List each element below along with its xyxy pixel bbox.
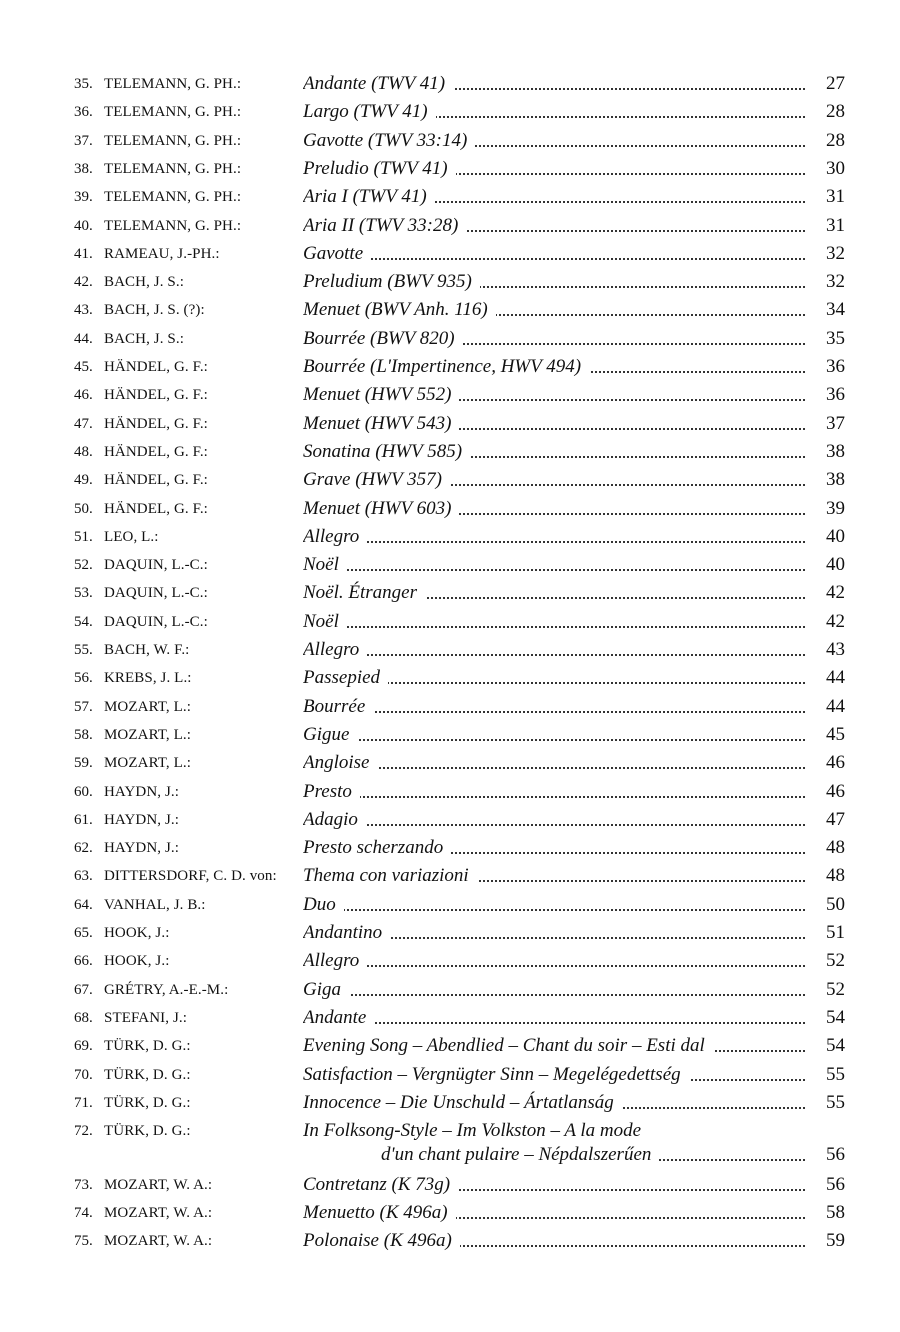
entry-title: Noël. Étranger (303, 579, 425, 607)
entry-title-area (303, 778, 805, 806)
entry-title-area (303, 608, 805, 636)
entry-number: 62. (74, 840, 93, 857)
entry-title-area (303, 240, 805, 268)
toc-entry[interactable] (0, 212, 900, 240)
toc-entry[interactable] (0, 466, 900, 494)
entry-page-number: 28 (826, 129, 845, 151)
entry-composer: DAQUIN, L.-C.: (104, 585, 208, 602)
entry-number: 65. (74, 925, 93, 941)
entry-page-number: 31 (826, 214, 845, 236)
entry-page-number: 36 (826, 384, 845, 406)
entry-page-number: 46 (826, 780, 845, 802)
entry-title-area (303, 947, 805, 975)
entry-title: Menuet (HWV 543) (303, 410, 459, 438)
entry-composer: RAMEAU, J.-PH.: (104, 245, 220, 262)
entry-page-number: 55 (826, 1091, 845, 1113)
entry-composer: TÜRK, D. G.: (104, 1094, 191, 1111)
entry-page-number: 30 (826, 157, 845, 179)
entry-title-area (303, 183, 805, 211)
entry-title-area (303, 381, 805, 409)
entry-title: Aria I (TWV 41) (303, 183, 435, 211)
entry-title: Angloise (303, 749, 378, 777)
entry-page-number: 46 (826, 752, 845, 774)
entry-page-number: 37 (826, 412, 845, 434)
entry-page-number: 34 (826, 299, 845, 321)
entry-page-number: 43 (826, 639, 845, 660)
toc-entry[interactable] (0, 664, 900, 692)
toc-entry[interactable] (0, 127, 900, 155)
entry-composer: HÄNDEL, G. F.: (104, 415, 208, 432)
toc-entry[interactable] (0, 579, 900, 607)
entry-number: 64. (74, 896, 93, 913)
entry-page-number: 40 (826, 525, 845, 547)
toc-entry[interactable] (0, 70, 900, 98)
entry-title-area (303, 1171, 805, 1199)
entry-title: Gavotte (TWV 33:14) (303, 127, 475, 155)
entry-number: 41. (74, 245, 93, 262)
entry-title: Noël (303, 551, 347, 579)
entry-composer: MOZART, L.: (104, 755, 191, 772)
entry-composer: TELEMANN, G. PH.: (104, 104, 242, 121)
toc-entry[interactable] (0, 268, 900, 296)
entry-page-number: 50 (826, 893, 845, 915)
dot-leader (303, 739, 805, 741)
entry-composer: TELEMANN, G. PH.: (104, 132, 242, 149)
toc-entry[interactable] (0, 1117, 900, 1173)
entry-composer: MOZART, W. A.: (104, 1176, 213, 1193)
entry-title: Grave (HWV 357) (303, 466, 450, 494)
entry-composer: KREBS, J. L.: (104, 670, 192, 687)
entry-number: 36. (74, 104, 93, 121)
entry-title: Preludio (TWV 41) (303, 155, 456, 183)
entry-number: 67. (74, 981, 93, 998)
entry-title-area (303, 438, 805, 466)
entry-composer: HAYDN, J.: (104, 811, 180, 828)
toc-entry[interactable] (0, 636, 900, 664)
entry-composer: MOZART, W. A.: (104, 1205, 213, 1221)
entry-page-number: 32 (826, 242, 845, 264)
entry-title-area (303, 1227, 805, 1255)
entry-number: 52. (74, 557, 93, 574)
toc-entry[interactable] (0, 976, 900, 1004)
entry-title-area (303, 296, 805, 324)
entry-composer: LEO, L.: (104, 528, 159, 545)
entry-composer: TELEMANN, G. PH.: (104, 217, 242, 234)
entry-page-number: 48 (826, 865, 845, 887)
entry-page-number: 58 (826, 1202, 845, 1223)
entry-title: Bourrée (L'Impertinence, HWV 494) (303, 353, 589, 381)
entry-title: Presto (303, 778, 360, 806)
entry-title-area (303, 1199, 805, 1227)
entry-page-number: 38 (826, 440, 845, 462)
entry-number: 51. (74, 528, 93, 545)
entry-number: 73. (74, 1176, 93, 1193)
entry-number: 46. (74, 387, 93, 404)
entry-number: 44. (74, 330, 93, 347)
dot-leader (303, 1022, 805, 1024)
toc-entry[interactable] (0, 693, 900, 721)
entry-number: 58. (74, 726, 93, 743)
entry-page-number: 40 (826, 554, 845, 576)
entry-page-number: 54 (826, 1035, 845, 1057)
entry-number: 40. (74, 217, 93, 234)
entry-title: Allegro (303, 636, 367, 664)
entry-title: Bourrée (BWV 820) (303, 325, 463, 353)
entry-number: 35. (74, 76, 93, 92)
entry-title: Allegro (303, 523, 367, 551)
entry-number: 54. (74, 613, 93, 630)
entry-title-area (303, 523, 805, 551)
dot-leader (303, 767, 805, 769)
entry-title-area (303, 212, 805, 240)
entry-number: 47. (74, 415, 93, 432)
entry-composer: MOZART, L.: (104, 726, 191, 743)
entry-title: Largo (TWV 41) (303, 98, 436, 126)
entry-title: Evening Song – Abendlied – Chant du soir – Esti dal (303, 1032, 713, 1060)
entry-page-number: 32 (826, 271, 845, 293)
entry-title-area (303, 353, 805, 381)
entry-composer: TÜRK, D. G.: (104, 1066, 191, 1083)
entry-title-area (303, 976, 805, 1004)
entry-number: 63. (74, 868, 93, 885)
entry-title: Preludium (BWV 935) (303, 268, 480, 296)
entry-number: 49. (74, 472, 93, 489)
entry-title-area (303, 495, 805, 523)
toc-entry[interactable] (0, 721, 900, 749)
toc-entry[interactable] (0, 778, 900, 806)
entry-title-area (303, 693, 805, 721)
entry-composer: BACH, J. S.: (104, 330, 184, 347)
entry-composer: DAQUIN, L.-C.: (104, 557, 208, 574)
entry-number: 39. (74, 189, 93, 206)
entry-title: Allegro (303, 947, 367, 975)
entry-title-area (303, 98, 805, 126)
entry-composer: HOOK, J.: (104, 953, 170, 970)
toc-entry[interactable] (0, 523, 900, 551)
entry-page-number: 38 (826, 469, 845, 491)
toc-entry[interactable] (0, 834, 900, 862)
toc-entry[interactable] (0, 296, 900, 324)
entry-title: Menuetto (K 496a) (303, 1199, 456, 1227)
toc-entry[interactable] (0, 551, 900, 579)
entry-composer: DAQUIN, L.-C.: (104, 613, 208, 630)
entry-title: Andante (303, 1004, 374, 1032)
toc-entry[interactable] (0, 862, 900, 890)
toc-entry[interactable] (0, 353, 900, 381)
entry-title: Adagio (303, 806, 366, 834)
entry-title: Thema con variazioni (303, 862, 477, 890)
entry-title: Noël (303, 608, 347, 636)
entry-title-area (303, 1089, 805, 1117)
entry-number: 71. (74, 1094, 93, 1111)
entry-composer: HOOK, J.: (104, 925, 170, 941)
entry-page-number: 55 (826, 1063, 845, 1085)
entry-title: Andante (TWV 41) (303, 70, 453, 98)
entry-composer: MOZART, W. A.: (104, 1233, 213, 1250)
entry-title-area (303, 155, 805, 183)
dot-leader (303, 569, 805, 571)
entry-title: Innocence – Die Unschuld – Ártatlanság (303, 1089, 622, 1117)
entry-page-number: 54 (826, 1006, 845, 1028)
toc-entry[interactable] (0, 381, 900, 409)
dot-leader (303, 994, 805, 996)
entry-page-number: 48 (826, 837, 845, 859)
entry-number: 57. (74, 698, 93, 715)
entry-composer: VANHAL, J. B.: (104, 896, 206, 913)
toc-entry[interactable] (0, 1032, 900, 1060)
toc-entry[interactable] (0, 183, 900, 211)
entry-page-number: 52 (826, 978, 845, 1000)
toc-entry[interactable] (0, 410, 900, 438)
entry-page-number: 42 (826, 582, 845, 604)
entry-title: Bourrée (303, 693, 373, 721)
entry-title-area (303, 1117, 805, 1173)
entry-page-number: 51 (826, 922, 845, 943)
entry-composer: TELEMANN, G. PH.: (104, 160, 242, 177)
entry-title: Sonatina (HWV 585) (303, 438, 470, 466)
toc-entry[interactable] (0, 1227, 900, 1255)
toc-entry[interactable] (0, 891, 900, 919)
toc-entry[interactable] (0, 919, 900, 947)
entry-composer: BACH, J. S. (?): (104, 302, 205, 319)
dot-leader (303, 824, 805, 826)
entry-number: 50. (74, 500, 93, 517)
toc-entry[interactable] (0, 1171, 900, 1199)
entry-composer: TELEMANN, G. PH.: (104, 76, 242, 92)
entry-title-area (303, 127, 805, 155)
entry-title-area (303, 721, 805, 749)
toc-entry[interactable] (0, 438, 900, 466)
toc-entry[interactable] (0, 749, 900, 777)
entry-title: Gigue (303, 721, 357, 749)
entry-title: Passepied (303, 664, 388, 692)
dot-leader (303, 796, 805, 798)
entry-number: 56. (74, 670, 93, 687)
entry-title: Andantino (303, 919, 390, 947)
entry-number: 55. (74, 642, 93, 658)
toc-entry[interactable] (0, 98, 900, 126)
entry-number: 61. (74, 811, 93, 828)
entry-title-area (303, 919, 805, 947)
entry-title: Contretanz (K 73g) (303, 1171, 458, 1199)
toc-entry[interactable] (0, 947, 900, 975)
entry-page-number: 36 (826, 356, 845, 377)
entry-title-area (303, 268, 805, 296)
entry-page-number: 39 (826, 497, 845, 519)
entry-composer: HAYDN, J.: (104, 840, 180, 857)
toc-entry[interactable] (0, 155, 900, 183)
entry-title-area (303, 466, 805, 494)
entry-number: 66. (74, 953, 93, 970)
toc-entry[interactable] (0, 806, 900, 834)
entry-title-area (303, 891, 805, 919)
entry-number: 38. (74, 160, 93, 177)
entry-title-area (303, 749, 805, 777)
toc-entry[interactable] (0, 1061, 900, 1089)
entry-number: 59. (74, 755, 93, 772)
entry-page-number: 27 (826, 73, 845, 94)
entry-number: 69. (74, 1038, 93, 1055)
entry-title-area (303, 325, 805, 353)
entry-title-area (303, 70, 805, 98)
entry-number: 37. (74, 132, 93, 149)
entry-title-area (303, 862, 805, 890)
dot-leader (303, 711, 805, 713)
entry-title: Gavotte (303, 240, 371, 268)
entry-title: Menuet (HWV 552) (303, 381, 459, 409)
entry-number: 42. (74, 274, 93, 291)
entry-title-area (303, 579, 805, 607)
entry-number: 74. (74, 1205, 93, 1221)
entry-title-area (303, 1004, 805, 1032)
entry-composer: TÜRK, D. G.: (104, 1123, 191, 1140)
entry-title-area (303, 1061, 805, 1089)
entry-title: Satisfaction – Vergnügter Sinn – Megelégedettség (303, 1061, 689, 1089)
entry-title-area (303, 1032, 805, 1060)
entry-title: Menuet (HWV 603) (303, 495, 459, 523)
entry-composer: BACH, J. S.: (104, 274, 184, 291)
toc-entry[interactable] (0, 1199, 900, 1227)
entry-title-area (303, 551, 805, 579)
entry-page-number: 42 (826, 610, 845, 632)
entry-number: 45. (74, 359, 93, 375)
entry-composer: MOZART, L.: (104, 698, 191, 715)
entry-title-area (303, 834, 805, 862)
entry-page-number: 47 (826, 808, 845, 830)
entry-composer: TELEMANN, G. PH.: (104, 189, 242, 206)
entry-number: 43. (74, 302, 93, 319)
dot-leader (303, 258, 805, 260)
dot-leader (303, 965, 805, 967)
entry-number: 75. (74, 1233, 93, 1250)
dot-leader (303, 626, 805, 628)
dot-leader (303, 541, 805, 543)
entry-title: Giga (303, 976, 349, 1004)
toc-entry[interactable] (0, 325, 900, 353)
entry-composer: GRÉTRY, A.-E.-M.: (104, 981, 229, 998)
entry-title-area (303, 664, 805, 692)
entry-title: Aria II (TWV 33:28) (303, 212, 466, 240)
entry-page-number: 56 (826, 1173, 845, 1195)
entry-number: 70. (74, 1066, 93, 1083)
entry-number: 48. (74, 443, 93, 460)
entry-title: Presto scherzando (303, 834, 451, 862)
toc-entry[interactable] (0, 1004, 900, 1032)
entry-page-number: 31 (826, 186, 845, 208)
entry-page-number: 52 (826, 950, 845, 972)
entry-title-area (303, 636, 805, 664)
entry-composer: HÄNDEL, G. F.: (104, 500, 208, 517)
entry-composer: HÄNDEL, G. F.: (104, 359, 208, 375)
entry-number: 72. (74, 1123, 93, 1140)
entry-title: Menuet (BWV Anh. 116) (303, 296, 496, 324)
entry-title: Duo (303, 891, 344, 919)
entry-title-continued: d'un chant pulaire – Népdalszerűen (381, 1141, 659, 1169)
entry-page-number: 44 (826, 667, 845, 689)
entry-composer: HÄNDEL, G. F.: (104, 443, 208, 460)
entry-title-area (303, 410, 805, 438)
entry-title-area (303, 806, 805, 834)
entry-title: In Folksong-Style – Im Volkston – A la mode (303, 1120, 642, 1142)
entry-composer: HÄNDEL, G. F.: (104, 387, 208, 404)
entry-page-number: 35 (826, 327, 845, 349)
entry-number: 68. (74, 1009, 93, 1026)
entry-title: Polonaise (K 496a) (303, 1227, 460, 1255)
toc-entry[interactable] (0, 608, 900, 636)
entry-composer: BACH, W. F.: (104, 642, 190, 658)
dot-leader (303, 654, 805, 656)
entry-page-number: 28 (826, 101, 845, 123)
entry-composer: STEFANI, J.: (104, 1009, 188, 1026)
toc-entry[interactable] (0, 1089, 900, 1117)
entry-page-number: 45 (826, 723, 845, 745)
entry-composer: DITTERSDORF, C. D. von: (104, 868, 277, 885)
entry-composer: HÄNDEL, G. F.: (104, 472, 208, 489)
entry-number: 53. (74, 585, 93, 602)
entry-composer: HAYDN, J.: (104, 783, 180, 800)
dot-leader (303, 909, 805, 911)
entry-composer: TÜRK, D. G.: (104, 1038, 191, 1055)
toc-entry[interactable] (0, 495, 900, 523)
entry-page-number: 44 (826, 695, 845, 717)
entry-page-number: 56 (826, 1144, 845, 1166)
entry-number: 60. (74, 783, 93, 800)
entry-page-number: 59 (826, 1230, 845, 1252)
toc-entry[interactable] (0, 240, 900, 268)
